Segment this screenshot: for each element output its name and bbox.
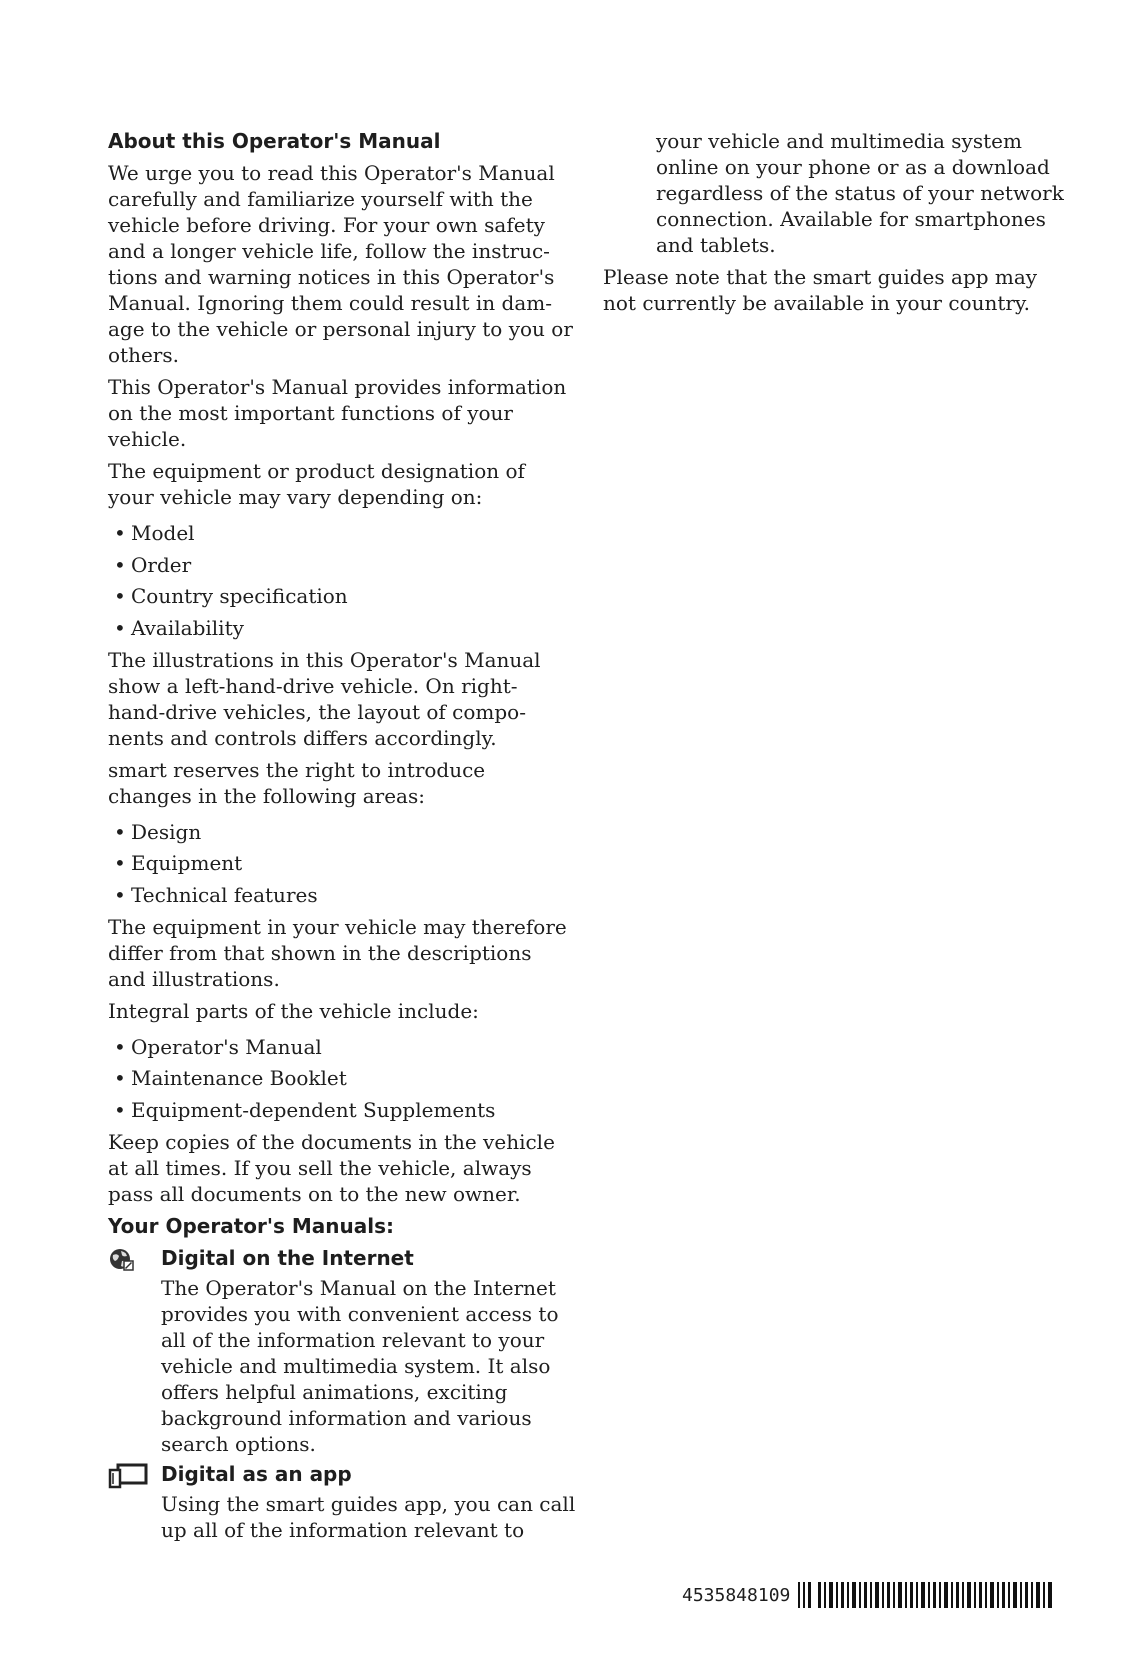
vary-list (108, 520, 578, 641)
right-column (603, 128, 1073, 322)
globe-icon (108, 1247, 134, 1275)
list-item: • Maintenance Booklet (108, 1065, 578, 1091)
keep-paragraph: Keep copies of the documents in the vehicle at all times. If you sell the vehicle, always pass all documents on to the new owner. (108, 1129, 555, 1206)
illustrations-paragraph: The illustrations in this Operator's Manual show a left-hand-drive vehicle. On right- hand-drive vehicles, the layout of compo- nents and controls differs accordingly. (108, 647, 541, 750)
reserves-paragraph: smart reserves the right to introduce changes in the following areas: (108, 757, 486, 808)
list-item: • Model (108, 520, 578, 546)
intro-paragraph-3: The equipment or product designation of your vehicle may vary depending on: (108, 459, 525, 509)
list-item: • Availability (108, 615, 578, 641)
left-column (108, 128, 578, 1547)
app-manual-item (108, 1461, 578, 1543)
list-item: • Technical features (108, 882, 578, 908)
barcode (798, 1582, 1056, 1608)
list-item: • Operator's Manual (108, 1034, 578, 1060)
intro-paragraph-1: We urge you to read this Operator's Manual carefully and familiarize yourself with the vehicle before driving. For your own safety and a longer vehicle life, follow the instruc- tions and warning notices in this Operator's Manual. Ignoring them could result in dam- age to the vehicle or personal injury to you or others. (108, 161, 573, 367)
list-item: • Design (108, 819, 578, 845)
internet-title: Digital on the Internet (161, 1245, 414, 1270)
availability-note: Please note that the smart guides app may not currently be available in your country. (603, 265, 1038, 315)
devices-icon (108, 1463, 148, 1493)
barcode-area (682, 1580, 1072, 1610)
app-text-continued: your vehicle and multimedia system online on your phone or as a download regardless of the status of your network connection. Available for smartphones and tablets. (656, 129, 1064, 257)
section-heading: About this Operator's Manual (108, 129, 441, 153)
intro-paragraph-2: This Operator's Manual provides information on the most important functions of your vehicle. (108, 375, 567, 451)
integral-paragraph: Integral parts of the vehicle include: (108, 998, 479, 1023)
internet-manual-item (108, 1245, 578, 1457)
list-item: • Order (108, 552, 578, 578)
list-item: • Country specification (108, 583, 578, 609)
barcode-number: 4535848109 (682, 1584, 791, 1606)
changes-list (108, 819, 578, 908)
list-item: • Equipment-dependent Supplements (108, 1097, 578, 1123)
app-text: Using the smart guides app, you can call up all of the information relevant to (161, 1491, 576, 1542)
internet-text: The Operator's Manual on the Internet provides you with convenient access to all of the information relevant to your vehicle and multimedia system. It also offers helpful animations, exciting background information and various search options. (161, 1275, 559, 1456)
integral-list (108, 1034, 578, 1123)
list-item: • Equipment (108, 850, 578, 876)
app-title: Digital as an app (161, 1461, 352, 1486)
equipment-paragraph: The equipment in your vehicle may therefore differ from that shown in the descriptions and illustrations. (108, 914, 567, 991)
manuals-heading: Your Operator's Manuals: (108, 1213, 394, 1238)
